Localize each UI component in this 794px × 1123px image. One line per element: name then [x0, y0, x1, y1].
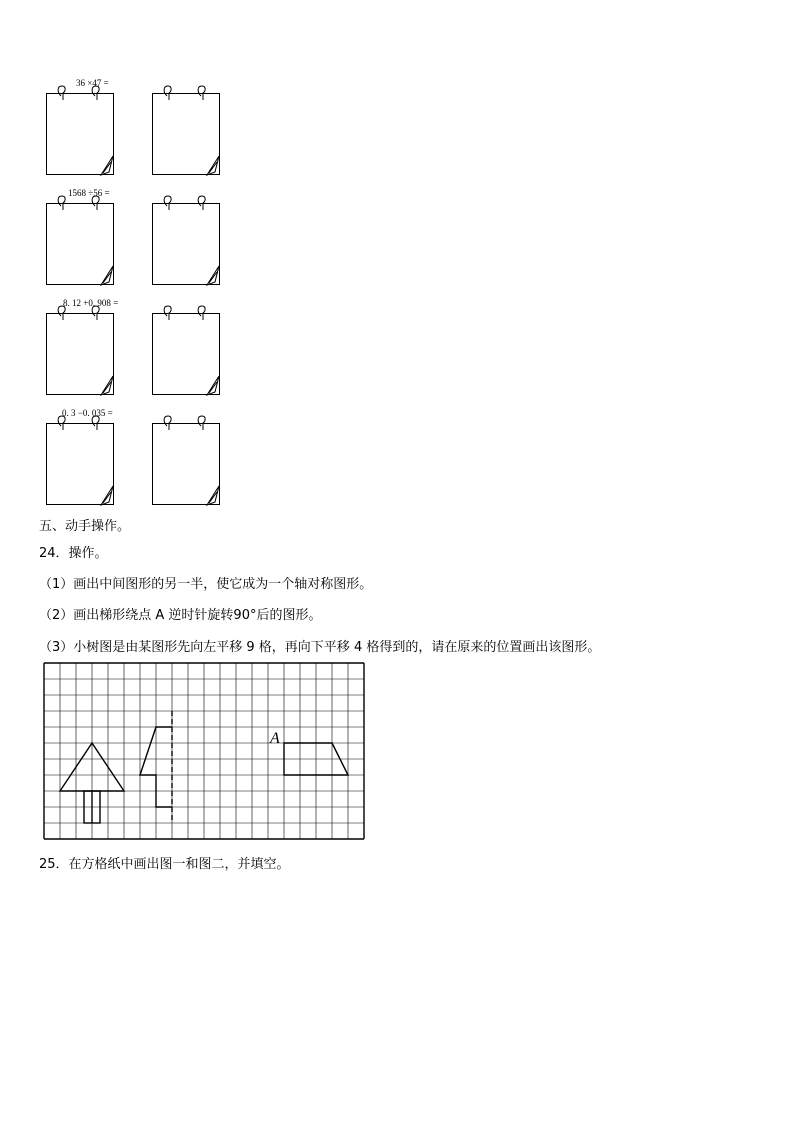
binder-ring-icon: [198, 86, 205, 100]
binder-ring-icon: [198, 416, 205, 430]
point-a-label: A: [270, 730, 280, 747]
notepad-decoration: [47, 314, 115, 396]
scratch-pad: [46, 423, 114, 505]
scratch-pad: [46, 313, 114, 395]
page-curl-icon: [101, 266, 113, 285]
binder-ring-icon: [58, 306, 65, 320]
calc-expression: 0. 3 −0. 035 =: [62, 408, 113, 418]
notepad-decoration: [153, 204, 221, 286]
binder-ring-icon: [92, 306, 99, 320]
page-curl-icon: [101, 156, 113, 175]
answer-pad: [152, 203, 220, 285]
binder-ring-icon: [92, 196, 99, 210]
binder-ring-icon: [164, 196, 171, 210]
notepad-decoration: [47, 94, 115, 176]
binder-ring-icon: [198, 196, 205, 210]
binder-ring-icon: [58, 416, 65, 430]
grid-figure: [43, 662, 366, 840]
binder-ring-icon: [164, 306, 171, 320]
answer-pad: [152, 313, 220, 395]
answer-pad: [152, 423, 220, 505]
scratch-pad: [46, 93, 114, 175]
binder-ring-icon: [58, 196, 65, 210]
page-curl-icon: [101, 486, 113, 505]
calc-expression: 1568 ÷56 =: [68, 188, 110, 198]
page-curl-icon: [101, 376, 113, 395]
binder-ring-icon: [198, 306, 205, 320]
binder-ring-icon: [164, 86, 171, 100]
calc-expression: 36 ×47 =: [76, 78, 109, 88]
section-heading: 五、动手操作。: [39, 519, 131, 534]
notepad-decoration: [47, 204, 115, 286]
notepad-decoration: [153, 314, 221, 396]
question-24-item-3: （3）小树图是由某图形先向左平移 9 格，再向下平移 4 格得到的，请在原来的位置画出该图形。: [39, 640, 601, 655]
calc-expression: 8. 12 +0. 908 =: [63, 298, 119, 308]
page-curl-icon: [207, 486, 219, 505]
binder-ring-icon: [92, 86, 99, 100]
page-curl-icon: [207, 156, 219, 175]
binder-ring-icon: [164, 416, 171, 430]
question-24-title: 24．操作。: [39, 546, 108, 561]
question-24-item-1: （1）画出中间图形的另一半，使它成为一个轴对称图形。: [39, 577, 373, 592]
scratch-pad: [46, 203, 114, 285]
binder-ring-icon: [58, 86, 65, 100]
answer-pad: [152, 93, 220, 175]
binder-ring-icon: [92, 416, 99, 430]
page-curl-icon: [207, 266, 219, 285]
notepad-decoration: [47, 424, 115, 506]
question-24-item-2: （2）画出梯形绕点 A 逆时针旋转90°后的图形。: [39, 608, 322, 623]
notepad-decoration: [153, 94, 221, 176]
page-curl-icon: [207, 376, 219, 395]
notepad-decoration: [153, 424, 221, 506]
question-25-title: 25．在方格纸中画出图一和图二，并填空。: [39, 857, 290, 872]
